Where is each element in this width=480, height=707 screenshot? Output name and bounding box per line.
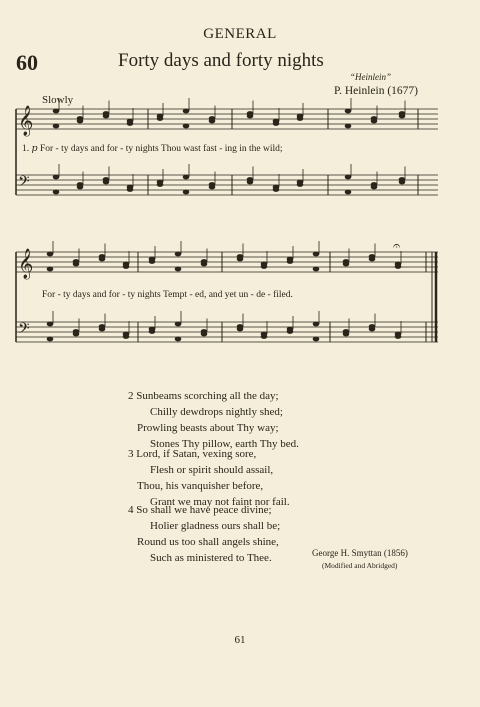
note-head: [103, 114, 110, 119]
hymn-number: 60: [16, 50, 38, 75]
note-head: [313, 252, 320, 257]
note-head: [183, 109, 190, 114]
stanza-line: Chilly dewdrops nightly shed;: [150, 406, 283, 418]
stanza-4: [128, 502, 280, 566]
note-head: [369, 327, 376, 332]
note-head: [209, 119, 216, 124]
note-head: [395, 334, 402, 339]
stanza-line: Stones Thy pillow, earth Thy bed.: [150, 438, 299, 450]
note-head: [287, 259, 294, 264]
composer-credit: P. Heinlein (1677): [334, 85, 419, 97]
tune-name: “Heinlein”: [350, 72, 392, 82]
note-head: [175, 252, 182, 257]
note-head: [53, 175, 60, 180]
note-head: [183, 124, 190, 129]
hymn-title: Forty days and forty nights: [118, 50, 324, 71]
note-head: [99, 327, 106, 332]
tempo-marking: Slowly: [42, 94, 74, 106]
note-head: [237, 327, 244, 332]
note-head: [399, 114, 406, 119]
lyricist-note: (Modified and Abridged): [322, 561, 398, 570]
note-head: [99, 257, 106, 262]
note-head: [47, 322, 54, 327]
stanza-line: Grant we may not faint nor fail.: [150, 496, 290, 508]
stanza-line: 2 Sunbeams scorching all the day;: [128, 390, 279, 402]
stanza-line: Flesh or spirit should assail,: [150, 464, 274, 476]
note-head: [123, 264, 130, 269]
note-head: [73, 262, 80, 267]
note-head: [201, 332, 208, 337]
note-head: [287, 329, 294, 334]
bass-clef-icon: 𝄢: [18, 173, 30, 194]
note-head: [297, 116, 304, 121]
note-head: [345, 109, 352, 114]
note-head: [127, 187, 134, 192]
note-head: [345, 124, 352, 129]
note-head: [297, 182, 304, 187]
note-head: [371, 185, 378, 190]
note-head: [247, 114, 254, 119]
note-head: [77, 119, 84, 124]
note-head: [157, 182, 164, 187]
stanza-line: Prowling beasts about Thy way;: [137, 422, 279, 434]
stanza-line: Such as ministered to Thee.: [150, 552, 272, 564]
note-head: [175, 322, 182, 327]
note-head: [175, 337, 182, 342]
note-head: [261, 334, 268, 339]
note-head: [395, 264, 402, 269]
note-head: [127, 121, 134, 126]
note-head: [175, 267, 182, 272]
stanza-line: 4 So shall we have peace divine;: [128, 504, 272, 516]
note-head: [47, 267, 54, 272]
note-head: [149, 329, 156, 334]
lyrics-line-1: 1. 𝑝 For - ty days and for - ty nights Thou wast fast - ing in the wild;: [22, 144, 283, 154]
fermata-icon: 𝄐: [393, 239, 401, 254]
stanza-3: [128, 446, 290, 510]
note-head: [237, 257, 244, 262]
note-head: [261, 264, 268, 269]
note-head: [273, 187, 280, 192]
stanza-line: Thou, his vanquisher before,: [137, 480, 264, 492]
note-head: [53, 190, 60, 195]
bass-clef-icon: 𝄢: [18, 320, 30, 341]
stanza-line: 3 Lord, if Satan, vexing sore,: [128, 448, 257, 460]
note-head: [73, 332, 80, 337]
lyrics-line-2: For - ty days and for - ty nights Tempt - ed, and yet un - de - filed.: [42, 290, 293, 300]
note-head: [371, 119, 378, 124]
note-head: [343, 262, 350, 267]
treble-clef-icon: 𝄞: [18, 106, 34, 136]
treble-clef-icon: 𝄞: [18, 249, 34, 279]
note-head: [343, 332, 350, 337]
note-head: [345, 190, 352, 195]
note-head: [123, 334, 130, 339]
note-head: [157, 116, 164, 121]
note-head: [313, 267, 320, 272]
stanza-line: Round us too shall angels shine,: [137, 536, 279, 548]
page-number: 61: [234, 634, 246, 646]
stanza-2: [128, 388, 299, 452]
note-head: [103, 180, 110, 185]
note-head: [209, 185, 216, 190]
note-head: [53, 124, 60, 129]
note-head: [369, 257, 376, 262]
note-head: [183, 175, 190, 180]
note-head: [247, 180, 254, 185]
note-head: [273, 121, 280, 126]
note-head: [47, 252, 54, 257]
note-head: [313, 337, 320, 342]
stanza-line: Holier gladness ours shall be;: [150, 520, 281, 532]
note-head: [183, 190, 190, 195]
note-head: [77, 185, 84, 190]
note-head: [345, 175, 352, 180]
lyricist-credit: George H. Smyttan (1856): [312, 548, 408, 558]
note-head: [313, 322, 320, 327]
note-head: [399, 180, 406, 185]
note-head: [47, 337, 54, 342]
note-head: [201, 262, 208, 267]
section-heading: GENERAL: [203, 26, 277, 42]
note-head: [149, 259, 156, 264]
note-head: [53, 109, 60, 114]
